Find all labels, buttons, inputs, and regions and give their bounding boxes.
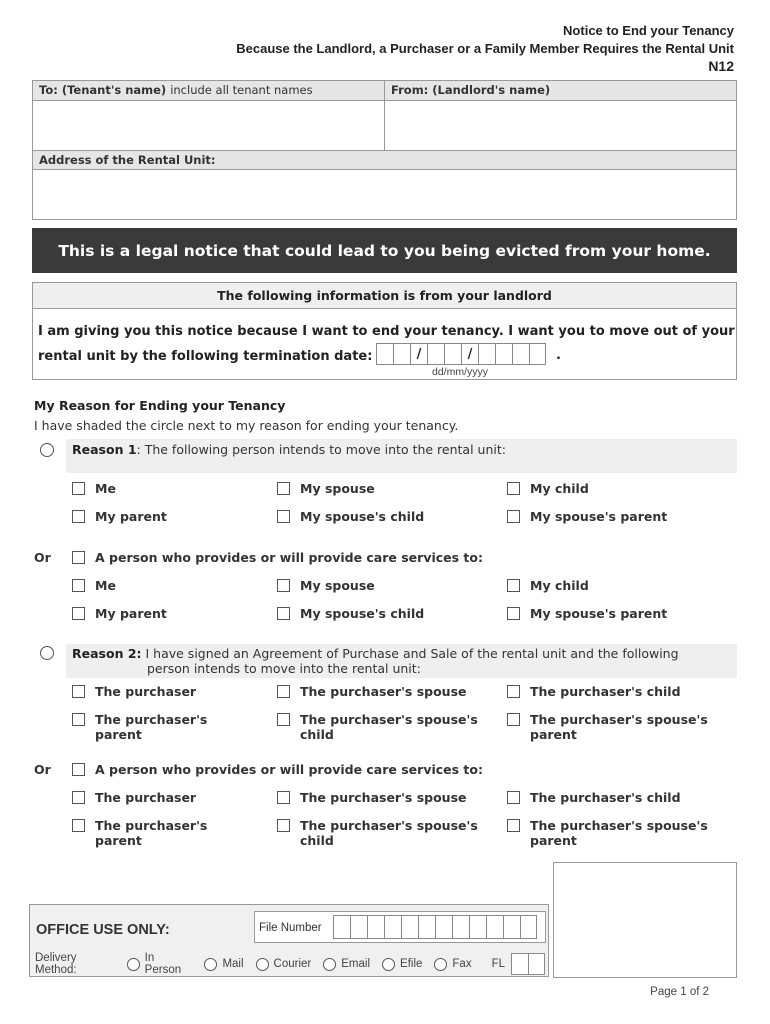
checkbox[interactable] [72, 482, 85, 495]
date-day-digit-1[interactable] [376, 343, 393, 365]
landlord-name-label: From: (Landlord's name) [385, 81, 736, 101]
fl-field[interactable] [511, 953, 545, 975]
r1-care-option-spouses-parent[interactable] [507, 606, 667, 621]
checkbox[interactable] [507, 607, 520, 620]
reason-2-label: Reason 2: [72, 646, 142, 661]
r2-care-option-purchaser[interactable] [72, 790, 196, 805]
reason-1-header [66, 439, 737, 473]
delivery-method-label: Delivery Method: [35, 952, 77, 976]
checkbox[interactable] [507, 819, 520, 832]
form-title: Notice to End your Tenancy [563, 23, 734, 38]
option-label: The purchaser's parent [95, 818, 208, 848]
date-month-digit-1[interactable] [427, 343, 444, 365]
reason-2-radio[interactable] [40, 646, 54, 660]
r1-option-spouses-child[interactable] [277, 509, 424, 524]
checkbox[interactable] [507, 791, 520, 804]
option-label: Me [95, 578, 116, 593]
r1-care-option-my-spouse[interactable] [277, 578, 375, 593]
option-label: My spouse's parent [530, 606, 668, 621]
tenant-name-label-bar [33, 81, 385, 101]
date-month-digit-2[interactable] [444, 343, 461, 365]
tenant-name-label: To: (Tenant's name) [39, 83, 167, 97]
option-label: The purchaser's spouse's parent [530, 818, 708, 848]
r1-option-my-child[interactable] [507, 481, 589, 496]
checkbox[interactable] [277, 482, 290, 495]
r1-option-my-spouse[interactable] [277, 481, 375, 496]
checkbox[interactable] [277, 685, 290, 698]
option-label: The purchaser's child [530, 790, 681, 805]
page-number: Page 1 of 2 [650, 986, 709, 998]
r2-care-option-purchasers-child[interactable] [507, 790, 681, 805]
option-label: My spouse's child [300, 606, 425, 621]
option-label: My child [530, 481, 589, 496]
checkbox[interactable] [507, 713, 520, 726]
reason-section-instruction: I have shaded the circle next to my reason for ending your tenancy. [34, 418, 459, 433]
date-year-digit-3[interactable] [512, 343, 529, 365]
address-field[interactable] [33, 170, 736, 219]
option-label: The purchaser's spouse's parent [530, 712, 708, 742]
radio[interactable] [204, 958, 217, 971]
option-label: My parent [95, 606, 167, 621]
option-label: The purchaser's parent [95, 712, 208, 742]
r1-option-me[interactable] [72, 481, 116, 496]
parties-box [32, 80, 737, 220]
checkbox[interactable] [72, 607, 85, 620]
r1-care-option-me[interactable] [72, 578, 116, 593]
checkbox[interactable] [507, 685, 520, 698]
date-separator-1: / [410, 343, 427, 365]
option-label: My parent [95, 509, 167, 524]
r1-option-my-parent[interactable] [72, 509, 167, 524]
option-label: The purchaser's spouse [300, 684, 467, 699]
form-code: N12 [708, 58, 734, 74]
r1-option-spouses-parent[interactable] [507, 509, 667, 524]
r2-care-option-purchasers-spouses-parent[interactable] [507, 818, 708, 848]
option-label: My spouse's child [300, 509, 425, 524]
checkbox[interactable] [72, 579, 85, 592]
file-number-label: File Number [259, 922, 322, 934]
delivery-mail[interactable]: Mail [204, 958, 243, 971]
r2-care-option-purchasers-spouses-child[interactable] [277, 818, 478, 848]
r2-option-purchaser[interactable] [72, 684, 196, 699]
option-label: My spouse [300, 481, 375, 496]
date-day-digit-2[interactable] [393, 343, 410, 365]
file-number-box [254, 911, 546, 943]
checkbox[interactable] [507, 579, 520, 592]
checkbox[interactable] [72, 763, 85, 776]
option-label: The purchaser [95, 684, 197, 699]
termination-date-field[interactable] [376, 343, 546, 365]
tenant-name-hint: include all tenant names [170, 83, 313, 97]
option-label: My spouse's parent [530, 509, 668, 524]
delivery-efile[interactable]: Efile [382, 958, 422, 971]
office-use-title: OFFICE USE ONLY: [36, 922, 170, 938]
option-label: The purchaser's spouse [300, 790, 467, 805]
reason-1-radio[interactable] [40, 443, 54, 457]
tenant-name-field[interactable] [33, 101, 385, 150]
checkbox[interactable] [507, 482, 520, 495]
delivery-fax[interactable]: Fax [434, 958, 471, 971]
r1-care-option-my-parent[interactable] [72, 606, 167, 621]
delivery-in-person[interactable]: In Person [127, 952, 192, 976]
option-label: My spouse [300, 578, 375, 593]
r2-care-services-option[interactable] [72, 762, 483, 777]
date-period: . [556, 348, 561, 363]
notice-statement-line1: I am giving you this notice because I want to end your tenancy. I want you to move out of your [38, 324, 735, 339]
radio[interactable] [434, 958, 447, 971]
r1-care-option-my-child[interactable] [507, 578, 589, 593]
checkbox[interactable] [72, 551, 85, 564]
checkbox[interactable] [507, 510, 520, 523]
reason-2-header [66, 644, 737, 678]
r2-care-option-purchasers-spouse[interactable] [277, 790, 467, 805]
option-label: The purchaser's spouse's child [300, 818, 478, 848]
checkbox[interactable] [72, 791, 85, 804]
date-year-digit-4[interactable] [529, 343, 546, 365]
delivery-email[interactable]: Email [323, 958, 370, 971]
delivery-courier[interactable]: Courier [256, 958, 312, 971]
checkbox[interactable] [277, 607, 290, 620]
option-label: A person who provides or will provide care services to: [95, 762, 483, 777]
file-number-field[interactable] [333, 915, 537, 939]
option-label: Me [95, 481, 116, 496]
form-subtitle: Because the Landlord, a Purchaser or a Family Member Requires the Rental Unit [236, 41, 734, 56]
r2-option-purchasers-spouses-parent[interactable] [507, 712, 708, 742]
reason-1-text: : The following person intends to move into the rental unit: [136, 442, 506, 457]
reason-1-label: Reason 1 [72, 442, 137, 457]
reason-section-title: My Reason for Ending your Tenancy [34, 398, 286, 413]
date-separator-2: / [461, 343, 478, 365]
checkbox[interactable] [277, 819, 290, 832]
option-label: The purchaser's spouse's child [300, 712, 478, 742]
checkbox[interactable] [277, 579, 290, 592]
office-use-box [29, 904, 549, 977]
option-label: My child [530, 578, 589, 593]
checkbox[interactable] [72, 685, 85, 698]
checkbox[interactable] [72, 713, 85, 726]
landlord-name-field[interactable] [385, 101, 736, 150]
delivery-method-row [35, 952, 545, 976]
checkbox[interactable] [72, 819, 85, 832]
radio[interactable] [323, 958, 336, 971]
stamp-box [553, 862, 737, 978]
date-year-digit-1[interactable] [478, 343, 495, 365]
landlord-info-heading: The following information is from your landlord [33, 283, 736, 309]
r2-care-option-purchasers-parent[interactable] [72, 818, 207, 848]
r2-or-label: Or [34, 762, 51, 777]
option-label: The purchaser [95, 790, 197, 805]
option-label: A person who provides or will provide care services to: [95, 550, 483, 565]
checkbox[interactable] [277, 713, 290, 726]
radio[interactable] [127, 958, 140, 971]
checkbox[interactable] [277, 510, 290, 523]
address-label: Address of the Rental Unit: [33, 151, 736, 170]
notice-statement-line2: rental unit by the following termination date: [38, 349, 373, 364]
r2-option-purchasers-parent[interactable] [72, 712, 207, 742]
r2-option-purchasers-child[interactable] [507, 684, 681, 699]
checkbox[interactable] [72, 510, 85, 523]
fl-label: FL [491, 958, 505, 970]
reason-2-text: I have signed an Agreement of Purchase and Sale of the rental unit and the following [145, 646, 679, 661]
r2-option-purchasers-spouses-child[interactable] [277, 712, 478, 742]
r2-option-purchasers-spouse[interactable] [277, 684, 467, 699]
date-year-digit-2[interactable] [495, 343, 512, 365]
option-label: The purchaser's child [530, 684, 681, 699]
radio[interactable] [382, 958, 395, 971]
r1-or-label: Or [34, 550, 51, 565]
r1-care-option-spouses-child[interactable] [277, 606, 424, 621]
reason-2-text-line2: person intends to move into the rental unit: [147, 661, 421, 676]
r1-care-services-option[interactable] [72, 550, 483, 565]
date-format-hint: dd/mm/yyyy [432, 366, 489, 378]
legal-warning-banner: This is a legal notice that could lead to you being evicted from your home. [32, 228, 737, 273]
radio[interactable] [256, 958, 269, 971]
checkbox[interactable] [277, 791, 290, 804]
